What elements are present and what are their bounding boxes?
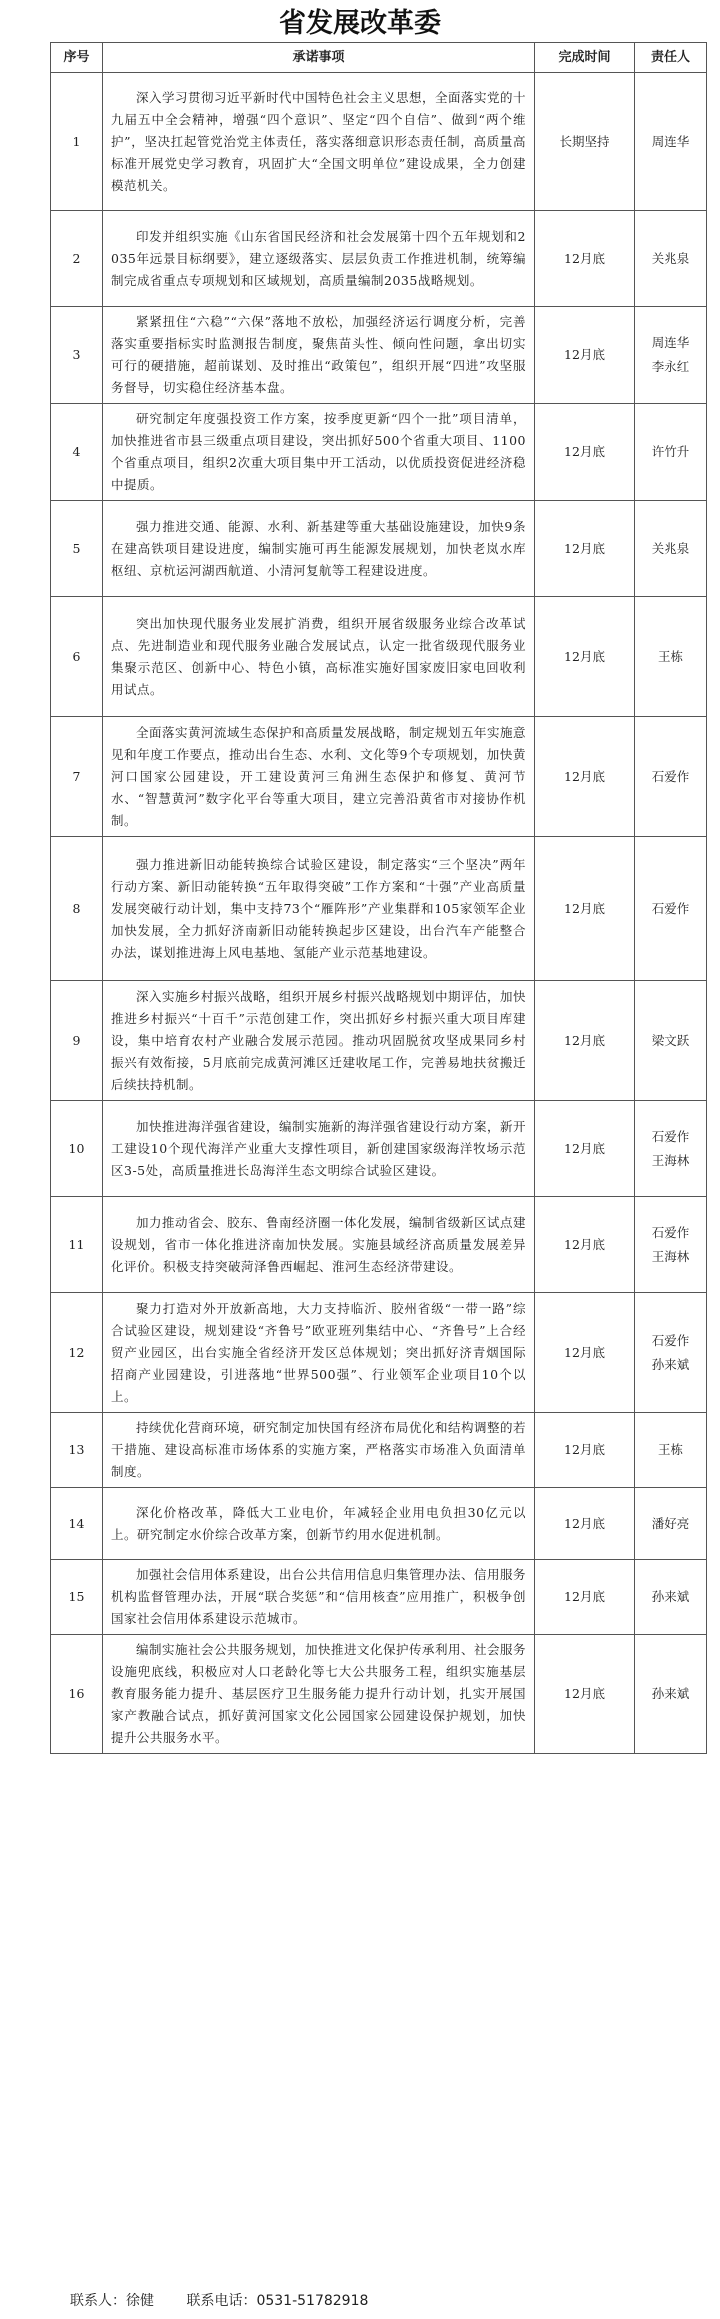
- row-responsible: 孙来斌: [635, 1560, 707, 1635]
- row-content: 深入学习贯彻习近平新时代中国特色社会主义思想，全面落实党的十九届五中全会精神，增强“四个意识”、坚定“四个自信”、做到“两个维护”，坚决扛起管党治党主体责任，落实落细意识形态责任制，高质量高标准开展党史学习教育，巩固扩大“全国文明单位”建设成果，全力创建模范机关。: [103, 73, 535, 211]
- row-deadline: 12月底: [535, 307, 635, 404]
- row-number: 9: [51, 981, 103, 1101]
- row-responsible: 周连华: [635, 73, 707, 211]
- row-content: 印发并组织实施《山东省国民经济和社会发展第十四个五年规划和2035年远景目标纲要》，建立逐级落实、层层负责工作推进机制，统筹编制完成省重点专项规划和区域规划，高质量编制2035战略规划。: [103, 211, 535, 307]
- row-deadline: 12月底: [535, 597, 635, 717]
- table-row: [51, 597, 707, 717]
- row-number: 2: [51, 211, 103, 307]
- row-content: 深化价格改革，降低大工业电价，年减轻企业用电负担30亿元以上。研究制定水价综合改革方案，创新节约用水促进机制。: [103, 1488, 535, 1560]
- row-content: 加力推动省会、胶东、鲁南经济圈一体化发展，编制省级新区试点建设规划，省市一体化推进济南加快发展。实施县域经济高质量发展差异化评价。积极支持突破菏泽鲁西崛起、淮河生态经济带建设。: [103, 1197, 535, 1293]
- contact-footer: [70, 2290, 396, 2310]
- row-content: 编制实施社会公共服务规划，加快推进文化保护传承利用、社会服务设施兜底线，积极应对人口老龄化等七大公共服务工程，组织实施基层教育服务能力提升、基层医疗卫生服务能力提升行动计划，扎实开展国家产教融合试点，抓好黄河国家文化公园国家公园建设保护规划，加快提升公共服务水平。: [103, 1635, 535, 1754]
- row-deadline: 12月底: [535, 837, 635, 981]
- table-row: [51, 1560, 707, 1635]
- commitment-table: [50, 42, 707, 1754]
- row-deadline: 长期坚持: [535, 73, 635, 211]
- table-row: [51, 1197, 707, 1293]
- row-content: 深入实施乡村振兴战略，组织开展乡村振兴战略规划中期评估，加快推进乡村振兴“十百千”示范创建工作，突出抓好乡村振兴重大项目库建设，集中培育农村产业融合发展示范园。推动巩固脱贫攻坚成果同乡村振兴有效衔接，5月底前完成黄河滩区迁建收尾工作，完善易地扶贫搬迁后续扶持机制。: [103, 981, 535, 1101]
- header-person: 责任人: [635, 43, 707, 73]
- table-row: [51, 501, 707, 597]
- row-deadline: 12月底: [535, 404, 635, 501]
- header-time: 完成时间: [535, 43, 635, 73]
- table-body: [51, 73, 707, 1754]
- row-content: 全面落实黄河流域生态保护和高质量发展战略，制定规划五年实施意见和年度工作要点，推动出台生态、水利、文化等9个专项规划，加快黄河口国家公园建设，开工建设黄河三角洲生态保护和修复、黄河节水、“智慧黄河”数字化平台等重大项目，建立完善沿黄省市对接协作机制。: [103, 717, 535, 837]
- header-num: 序号: [51, 43, 103, 73]
- table-row: [51, 717, 707, 837]
- row-responsible: 许竹升: [635, 404, 707, 501]
- table-row: [51, 1101, 707, 1197]
- row-responsible: 周连华 李永红: [635, 307, 707, 404]
- row-responsible: 关兆泉: [635, 211, 707, 307]
- row-responsible: 石爱作 王海林: [635, 1197, 707, 1293]
- row-content: 突出加快现代服务业发展扩消费，组织开展省级服务业综合改革试点、先进制造业和现代服务业融合发展试点，认定一批省级现代服务业集聚示范区、创新中心、特色小镇，高标准实施好国家废旧家电回收利用试点。: [103, 597, 535, 717]
- table-row: [51, 1488, 707, 1560]
- table-row: [51, 73, 707, 211]
- table-row: [51, 307, 707, 404]
- row-number: 7: [51, 717, 103, 837]
- row-deadline: 12月底: [535, 211, 635, 307]
- row-deadline: 12月底: [535, 1413, 635, 1488]
- table-row: [51, 981, 707, 1101]
- row-deadline: 12月底: [535, 1197, 635, 1293]
- row-content: 强力推进新旧动能转换综合试验区建设，制定落实“三个坚决”两年行动方案、新旧动能转换“五年取得突破”工作方案和“十强”产业高质量发展突破行动计划，集中支持73个“雁阵形”产业集群和105家领军企业加快发展，全力抓好济南新旧动能转换起步区建设，出台汽车产能整合办法，谋划推进海上风电基地、氢能产业示范基地建设。: [103, 837, 535, 981]
- table-row: [51, 404, 707, 501]
- row-responsible: 石爱作 王海林: [635, 1101, 707, 1197]
- row-responsible: 潘好亮: [635, 1488, 707, 1560]
- row-responsible: 王栋: [635, 1413, 707, 1488]
- row-number: 4: [51, 404, 103, 501]
- row-content: 聚力打造对外开放新高地，大力支持临沂、胶州省级“一带一路”综合试验区建设，规划建设“齐鲁号”欧亚班列集结中心、“齐鲁号”上合经贸产业园区，出台实施全省经济开发区总体规划；突出抓好济青烟国际招商产业园建设，引进落地“世界500强”、行业领军企业项目10个以上。: [103, 1293, 535, 1413]
- row-responsible: 石爱作: [635, 837, 707, 981]
- contact-person: 联系人：徐健: [70, 2293, 154, 2309]
- row-responsible: 王栋: [635, 597, 707, 717]
- row-content: 加快推进海洋强省建设，编制实施新的海洋强省建设行动方案，新开工建设10个现代海洋产业重大支撑性项目，新创建国家级海洋牧场示范区3-5处，高质量推进长岛海洋生态文明综合试验区建设。: [103, 1101, 535, 1197]
- table-row: [51, 211, 707, 307]
- row-deadline: 12月底: [535, 1560, 635, 1635]
- row-content: 强力推进交通、能源、水利、新基建等重大基础设施建设，加快9条在建高铁项目建设进度，编制实施可再生能源发展规划，加快老岚水库枢纽、京杭运河湖西航道、小清河复航等工程建设进度。: [103, 501, 535, 597]
- row-deadline: 12月底: [535, 1293, 635, 1413]
- row-number: 15: [51, 1560, 103, 1635]
- row-number: 13: [51, 1413, 103, 1488]
- row-number: 11: [51, 1197, 103, 1293]
- table-row: [51, 1635, 707, 1754]
- row-deadline: 12月底: [535, 1488, 635, 1560]
- row-deadline: 12月底: [535, 501, 635, 597]
- row-number: 8: [51, 837, 103, 981]
- header-content: 承诺事项: [103, 43, 535, 73]
- table-row: [51, 1293, 707, 1413]
- row-deadline: 12月底: [535, 981, 635, 1101]
- row-number: 14: [51, 1488, 103, 1560]
- row-deadline: 12月底: [535, 1635, 635, 1754]
- row-deadline: 12月底: [535, 1101, 635, 1197]
- row-content: 研究制定年度强投资工作方案，按季度更新“四个一批”项目清单，加快推进省市县三级重点项目建设，突出抓好500个省重大项目、1100个省重点项目，组织2次重大项目集中开工活动，以优质投资促进经济稳中提质。: [103, 404, 535, 501]
- row-number: 3: [51, 307, 103, 404]
- row-responsible: 关兆泉: [635, 501, 707, 597]
- row-number: 16: [51, 1635, 103, 1754]
- row-responsible: 石爱作 孙来斌: [635, 1293, 707, 1413]
- row-responsible: 孙来斌: [635, 1635, 707, 1754]
- row-number: 12: [51, 1293, 103, 1413]
- table-row: [51, 1413, 707, 1488]
- table-row: [51, 837, 707, 981]
- row-content: 持续优化营商环境，研究制定加快国有经济布局优化和结构调整的若干措施、建设高标准市场体系的实施方案，严格落实市场准入负面清单制度。: [103, 1413, 535, 1488]
- row-responsible: 石爱作: [635, 717, 707, 837]
- row-number: 1: [51, 73, 103, 211]
- row-number: 10: [51, 1101, 103, 1197]
- row-content: 加强社会信用体系建设，出台公共信用信息归集管理办法、信用服务机构监督管理办法，开展“联合奖惩”和“信用核查”应用推广，积极争创国家社会信用体系建设示范城市。: [103, 1560, 535, 1635]
- page-title: 省发展改革委: [279, 8, 441, 39]
- row-deadline: 12月底: [535, 717, 635, 837]
- table-header-row: [51, 43, 707, 73]
- row-number: 6: [51, 597, 103, 717]
- row-content: 紧紧扭住“六稳”“六保”落地不放松，加强经济运行调度分析，完善落实重要指标实时监测报告制度，聚焦苗头性、倾向性问题，拿出切实可行的硬措施，超前谋划、及时推出“政策包”，组织开展“四进”攻坚服务督导，切实稳住经济基本盘。: [103, 307, 535, 404]
- row-responsible: 梁文跃: [635, 981, 707, 1101]
- contact-phone: 联系电话：0531-51782918: [186, 2293, 369, 2309]
- row-number: 5: [51, 501, 103, 597]
